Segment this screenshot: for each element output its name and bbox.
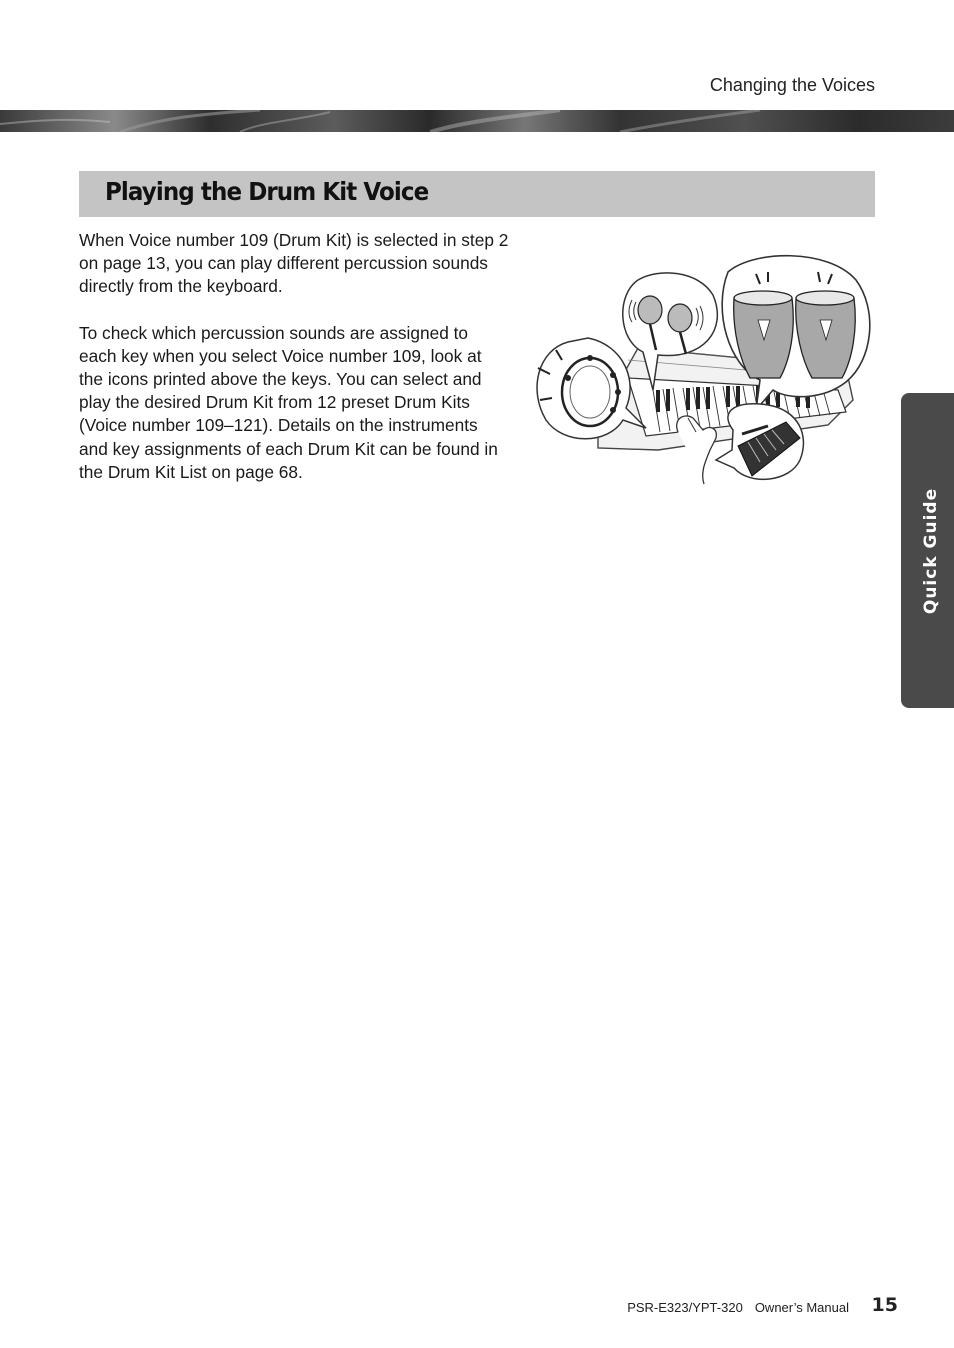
- drum-kit-illustration: [528, 250, 873, 485]
- footer-manual-title: [627, 1300, 849, 1315]
- body-paragraph: To check which percussion sounds are assigned to each key when you select Voice number 109, look at the icons printed above the keys. You can select and play the desired Drum Kit from 12 preset Drum Kits (Voice number 109–121). Details on the instruments and key assignments of each Drum Kit can be found in the Drum Kit List on page 68.: [79, 322, 498, 482]
- body-paragraph: When Voice number 109 (Drum Kit) is selected in step 2 on page 13, you can play different percussion sounds directly from the keyboard.: [79, 230, 509, 297]
- header-banner: [0, 110, 954, 132]
- guiro-icon: [716, 404, 803, 480]
- side-tab-quick-guide: [901, 393, 954, 708]
- footer-model: PSR-E323/YPT-320: [627, 1300, 743, 1315]
- page-number: 15: [871, 1294, 898, 1316]
- section-heading-bar: [79, 171, 875, 217]
- section-title: Playing the Drum Kit Voice: [105, 177, 429, 206]
- footer-manual: Owner’s Manual: [754, 1300, 849, 1315]
- banner-texture: [0, 110, 954, 132]
- running-head: Changing the Voices: [709, 75, 875, 95]
- body-text: [79, 229, 509, 507]
- side-tab-label: Quick Guide: [921, 487, 941, 614]
